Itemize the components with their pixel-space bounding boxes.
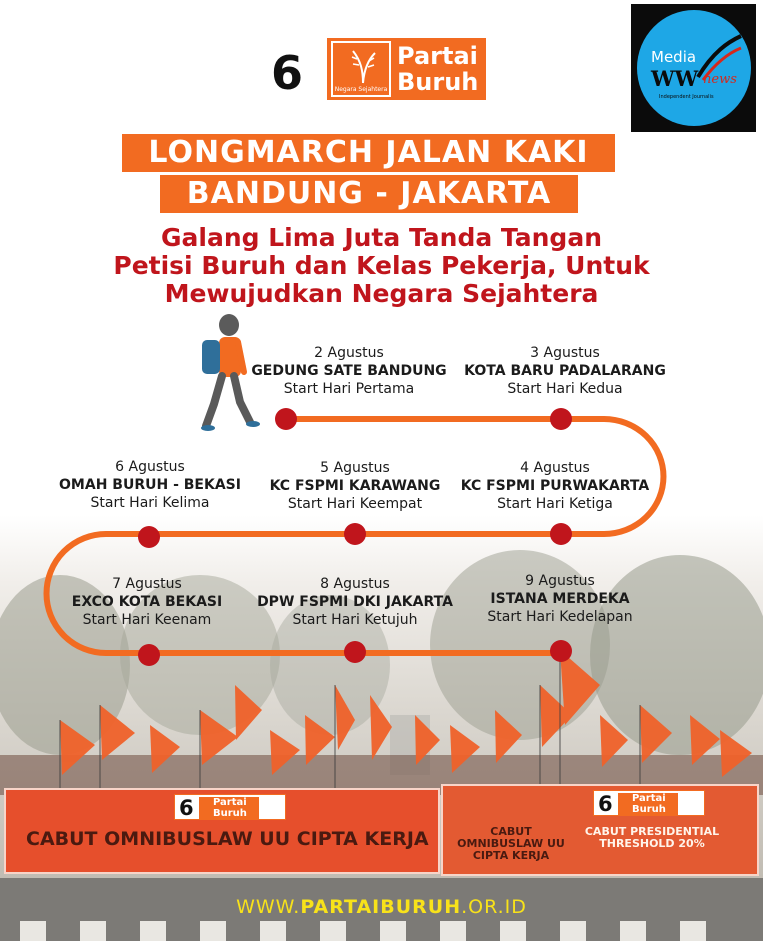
stop-marker xyxy=(344,641,366,663)
stop-status: Start Hari Keempat xyxy=(287,496,423,512)
party-number: 6 xyxy=(271,46,304,100)
stop-status: Start Hari Pertama xyxy=(283,381,415,397)
stop-status: Start Hari Kedelapan xyxy=(487,609,633,625)
stop-place: DPW FSPMI DKI JAKARTA xyxy=(257,594,453,610)
subtitle-line-1: Galang Lima Juta Tanda Tangan xyxy=(160,223,602,252)
stop-marker xyxy=(550,523,572,545)
stop-place: OMAH BURUH - BEKASI xyxy=(59,477,241,493)
media-word: Media xyxy=(651,48,697,66)
stop-date: 9 Agustus xyxy=(525,573,595,589)
party-name-line1: Partai xyxy=(397,42,478,70)
route-stop xyxy=(455,345,675,398)
stop-status: Start Hari Ketujuh xyxy=(292,612,418,628)
stop-status: Start Hari Ketiga xyxy=(497,496,613,512)
website-url: WWW.PARTAIBURUH.OR.ID xyxy=(236,896,527,918)
stop-marker xyxy=(138,644,160,666)
party-mini-number: 6 xyxy=(179,796,194,820)
stop-marker xyxy=(275,408,297,430)
party-tagline: Negara Sejahtera xyxy=(334,86,388,93)
party-mini-number: 6 xyxy=(598,792,613,816)
route-stop xyxy=(455,460,655,513)
media-tagline: Independent Journalis xyxy=(659,94,714,100)
stop-place: ISTANA MERDEKA xyxy=(490,591,630,607)
stop-marker xyxy=(550,408,572,430)
route-stop xyxy=(260,460,450,513)
stop-marker xyxy=(550,640,572,662)
party-mini-name: Partai Buruh xyxy=(618,793,678,815)
party-mini-name: Partai Buruh xyxy=(199,797,259,819)
stop-marker xyxy=(344,523,366,545)
title-line-2: BANDUNG - JAKARTA xyxy=(160,175,578,213)
media-ww: WW xyxy=(651,66,699,91)
party-name-line2: Buruh xyxy=(397,68,479,96)
subtitle-line-3: Mewujudkan Negara Sejahtera xyxy=(164,279,599,308)
subtitle-line-2: Petisi Buruh dan Kelas Pekerja, Untuk xyxy=(113,251,650,280)
stop-date: 2 Agustus xyxy=(314,345,384,361)
title-line-1: LONGMARCH JALAN KAKI xyxy=(122,134,615,172)
stop-place: KOTA BARU PADALARANG xyxy=(464,363,666,379)
stop-date: 8 Agustus xyxy=(320,576,390,592)
stop-place: KC FSPMI KARAWANG xyxy=(269,478,441,494)
route-stop xyxy=(244,345,454,398)
media-news: news xyxy=(703,72,737,87)
route-stop xyxy=(250,576,460,629)
stop-marker xyxy=(138,526,160,548)
stop-status: Start Hari Kedua xyxy=(507,381,623,397)
stop-place: KC FSPMI PURWAKARTA xyxy=(460,478,650,494)
banner-right-text-a: CABUT OMNIBUSLAW UU CIPTA KERJA xyxy=(457,825,565,862)
stop-date: 4 Agustus xyxy=(520,460,590,476)
banner-right-text-b: CABUT PRESIDENTIAL THRESHOLD 20% xyxy=(584,825,720,850)
stop-place: GEDUNG SATE BANDUNG xyxy=(251,363,447,379)
stop-status: Start Hari Kelima xyxy=(90,495,210,511)
stop-date: 7 Agustus xyxy=(112,576,182,592)
stop-place: EXCO KOTA BEKASI xyxy=(71,594,223,610)
stop-date: 5 Agustus xyxy=(320,460,390,476)
route-stop xyxy=(50,459,250,512)
stop-date: 3 Agustus xyxy=(530,345,600,361)
route-stop xyxy=(465,573,655,626)
stop-date: 6 Agustus xyxy=(115,459,185,475)
stop-status: Start Hari Keenam xyxy=(82,612,212,628)
banner-left-text: CABUT OMNIBUSLAW UU CIPTA KERJA xyxy=(26,828,429,850)
route-stop xyxy=(55,576,239,629)
